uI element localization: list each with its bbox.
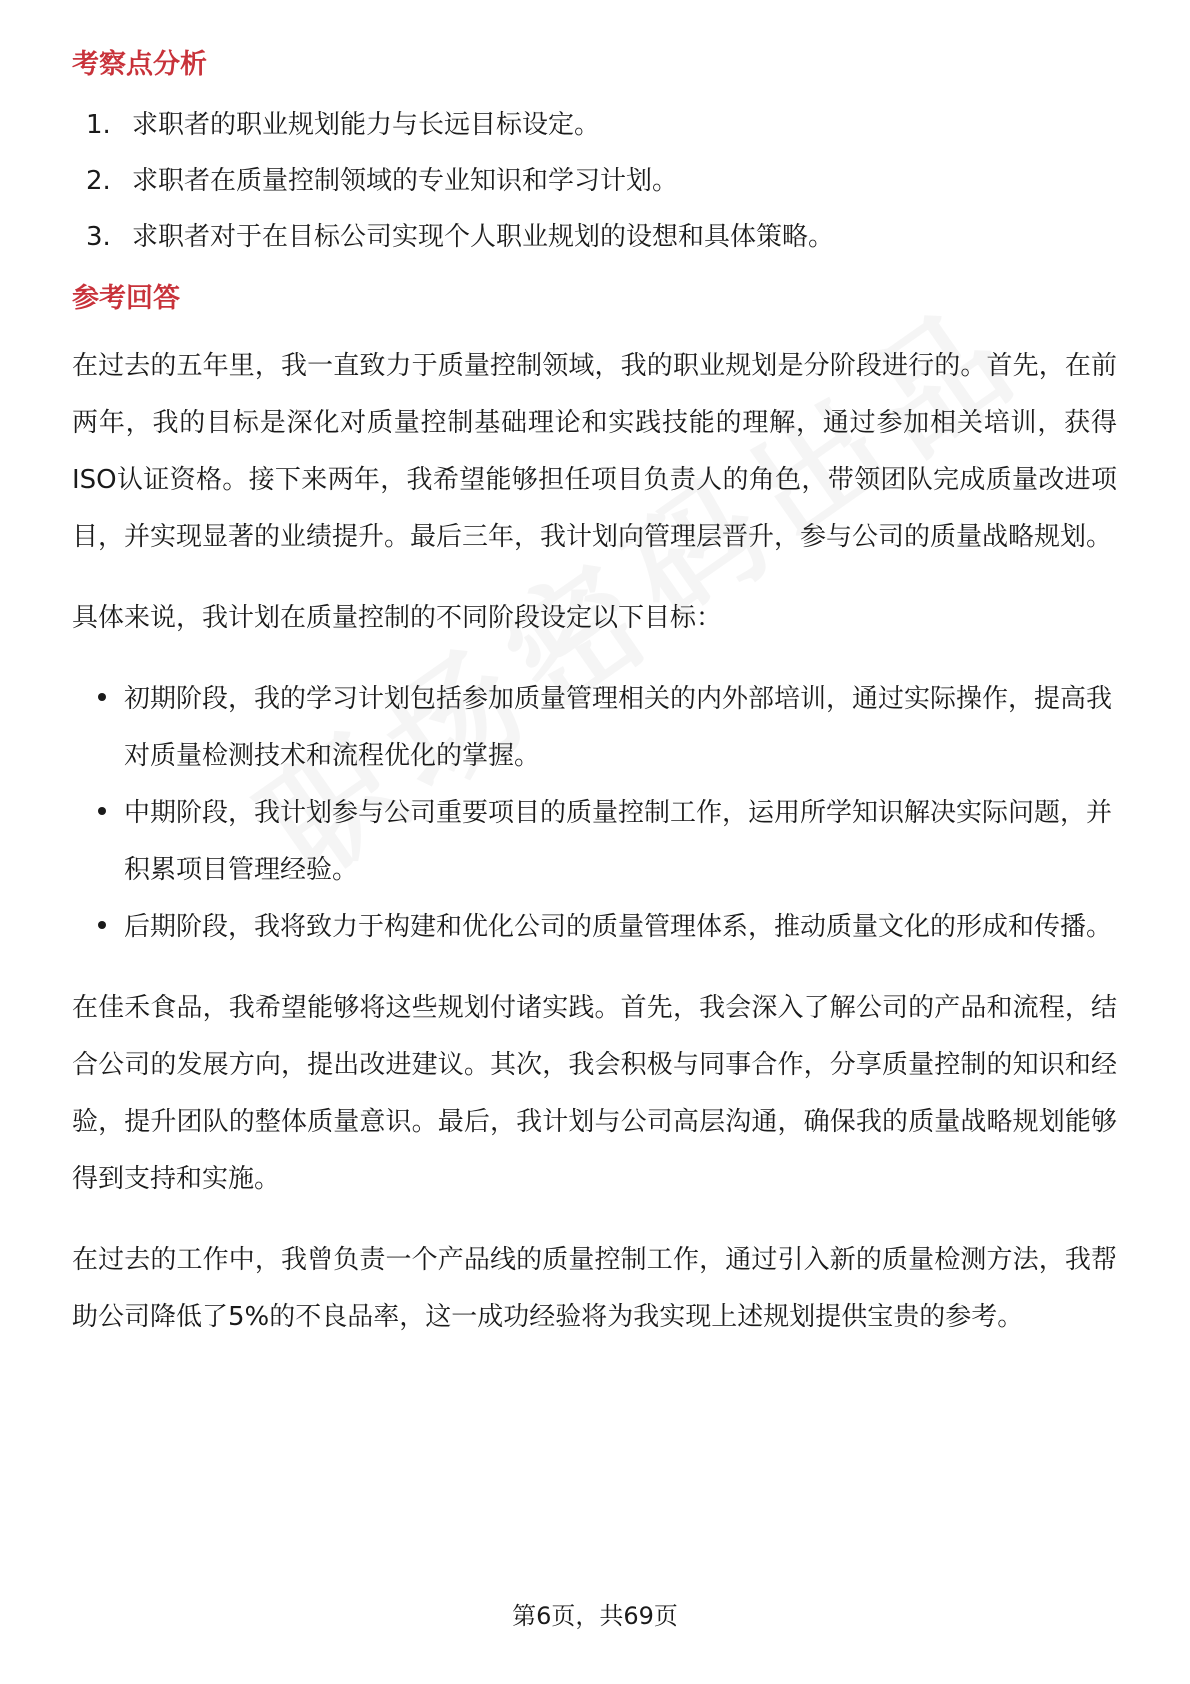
- answer-paragraph-3: 在佳禾食品，我希望能够将这些规划付诸实践。首先，我会深入了解公司的产品和流程，结合公司的发展方向，提出改进建议。其次，我会积极与同事合作，分享质量控制的知识和经验，提升团队的整体质量意识。最后，我计划与公司高层沟通，确保我的质量战略规划能够得到支持和实施。: [72, 993, 1117, 1194]
- bullet-text: 中期阶段，我计划参与公司重要项目的质量控制工作，运用所学知识解决实际问题，并积累项目管理经验。: [124, 798, 1113, 885]
- bullet-dot-icon: [72, 899, 124, 956]
- bullet-dot-icon: [72, 785, 124, 899]
- bullet-text: 初期阶段，我的学习计划包括参加质量管理相关的内外部培训，通过实际操作，提高我对质量检测技术和流程优化的掌握。: [124, 684, 1113, 771]
- list-item: [72, 162, 1117, 200]
- list-number: 2.: [86, 166, 111, 196]
- section-title-analysis: 考察点分析: [72, 49, 207, 80]
- bullet-item: [72, 899, 1117, 956]
- list-text: 求职者的职业规划能力与长远目标设定。: [132, 110, 601, 140]
- document-page: [72, 40, 1117, 1346]
- list-item: [72, 218, 1117, 256]
- list-text: 求职者在质量控制领域的专业知识和学习计划。: [132, 166, 679, 196]
- list-item: [72, 106, 1117, 144]
- analysis-list: [72, 106, 1117, 256]
- answer-paragraph-4: 在过去的工作中，我曾负责一个产品线的质量控制工作，通过引入新的质量检测方法，我帮助公司降低了5%的不良品率，这一成功经验将为我实现上述规划提供宝贵的参考。: [72, 1245, 1117, 1332]
- bullet-dot-icon: [72, 671, 124, 785]
- list-number: 3.: [86, 222, 111, 252]
- page-number-footer: 第6页，共69页: [512, 1602, 678, 1630]
- bullet-text: 后期阶段，我将致力于构建和优化公司的质量管理体系，推动质量文化的形成和传播。: [124, 912, 1113, 942]
- goal-bullet-list: [72, 671, 1117, 956]
- answer-paragraph-1: 在过去的五年里，我一直致力于质量控制领域，我的职业规划是分阶段进行的。首先，在前两年，我的目标是深化对质量控制基础理论和实践技能的理解，通过参加相关培训，获得ISO认证资格。接下来两年，我希望能够担任项目负责人的角色，带领团队完成质量改进项目，并实现显著的业绩提升。最后三年，我计划向管理层晋升，参与公司的质量战略规划。: [72, 351, 1117, 552]
- answer-paragraph-2: 具体来说，我计划在质量控制的不同阶段设定以下目标：: [72, 603, 723, 633]
- list-number: 1.: [86, 110, 111, 140]
- list-text: 求职者对于在目标公司实现个人职业规划的设想和具体策略。: [132, 222, 835, 252]
- bullet-item: [72, 785, 1117, 899]
- bullet-item: [72, 671, 1117, 785]
- section-title-answer: 参考回答: [72, 283, 180, 314]
